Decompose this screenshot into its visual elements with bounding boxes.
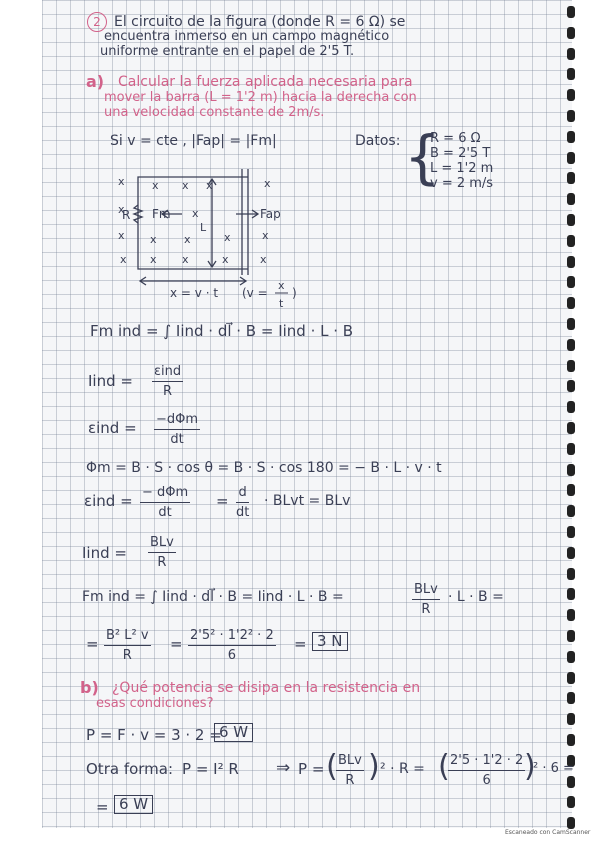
binding-hole <box>567 380 575 392</box>
binding-hole <box>567 443 575 455</box>
fap-label: Fap <box>260 207 281 221</box>
binding-hole <box>567 297 575 309</box>
part-a-label: a) <box>86 72 105 91</box>
cross-mark: x <box>182 253 189 266</box>
binding-hole <box>567 713 575 725</box>
part-a-question-2: mover la barra (L = 1'2 m) hacia la derecha con <box>104 90 417 105</box>
binding-hole <box>567 172 575 184</box>
eq-emf2-frac: − dΦm dt <box>142 485 189 520</box>
alt-eq: P = I² R <box>182 760 239 778</box>
eq-force2-rhs: · L · B = <box>448 589 504 605</box>
binding-hole <box>567 651 575 663</box>
binding-hole <box>567 630 575 642</box>
eq-emf2-deriv: d dt <box>236 485 250 520</box>
binding-hole <box>567 110 575 122</box>
dato-l: L = 1'2 m <box>430 161 494 176</box>
binding-hole <box>567 609 575 621</box>
part-a-question-3: una velocidad constante de 2m/s. <box>104 105 325 120</box>
alt-mid: ² · R = <box>380 761 425 777</box>
spiral-binding <box>567 0 575 828</box>
cross-mark: x <box>120 253 127 266</box>
alt-close-paren-2: ) <box>524 749 536 784</box>
binding-hole <box>567 48 575 60</box>
cross-mark: x <box>152 179 159 192</box>
part-b-label: b) <box>80 678 99 697</box>
eq-current2-frac: BLv R <box>150 535 174 570</box>
cross-mark: x <box>224 231 231 244</box>
result-force: 3 N <box>312 632 348 651</box>
part-b-question-2: esas condiciones? <box>96 696 214 711</box>
eq-force-induced: Fm ind = ∫ Iind · dl⃗ · B = Iind · L · B <box>90 322 354 340</box>
velocity-open: (v = <box>242 286 268 300</box>
resistor-label: R <box>122 208 131 222</box>
alt-end: ² · 6 = <box>533 761 574 776</box>
binding-hole <box>567 817 575 829</box>
binding-hole <box>567 193 575 205</box>
binding-hole <box>567 734 575 746</box>
eq-current-frac: εind R <box>154 364 182 399</box>
cross-mark: x <box>150 233 157 246</box>
statement-line-3: uniforme entrante en el papel de 2'5 T. <box>100 44 355 59</box>
displacement-label: x = v · t <box>170 286 219 300</box>
eq-emf-lhs: εind = <box>88 419 137 437</box>
circuit-figure <box>100 165 330 310</box>
binding-hole <box>567 547 575 559</box>
binding-hole <box>567 6 575 18</box>
datos-label: Datos: <box>355 133 401 149</box>
cross-mark: x <box>192 207 199 220</box>
eq-emf2-lhs: εind = <box>84 492 133 510</box>
velocity-den: t <box>279 297 284 310</box>
cross-mark: x <box>118 175 125 188</box>
binding-hole <box>567 89 575 101</box>
implies-arrow: ⇒ <box>276 758 291 778</box>
eq-flux: Φm = B · S · cos θ = B · S · cos 180 = − B · L · v · t <box>86 460 442 476</box>
cross-mark: x <box>118 203 125 216</box>
eq-power: P = F · v = 3 · 2 = <box>86 726 222 744</box>
alt-open-paren: ( <box>326 749 338 784</box>
alt-frac: BLv R <box>338 753 362 788</box>
binding-hole <box>567 568 575 580</box>
binding-hole <box>567 505 575 517</box>
binding-hole <box>567 692 575 704</box>
dato-v: v = 2 m/s <box>430 176 494 191</box>
eq-force3-frac: B² L² v R <box>106 628 149 663</box>
dato-b: B = 2'5 T <box>430 146 491 161</box>
alt-p: P = <box>298 760 325 778</box>
eq-current2-lhs: Iind = <box>82 544 127 562</box>
binding-hole <box>567 68 575 80</box>
binding-hole <box>567 235 575 247</box>
velocity-close: ) <box>292 286 297 300</box>
eq-force3-equals2: = <box>294 635 307 653</box>
binding-hole <box>567 256 575 268</box>
dato-r: R = 6 Ω <box>430 131 481 146</box>
problem-number: 2 <box>87 12 107 32</box>
velocity-num: x <box>278 279 285 292</box>
alt-close-paren: ) <box>368 749 380 784</box>
alt-open-paren-2: ( <box>438 749 450 784</box>
binding-hole <box>567 484 575 496</box>
cross-mark: x <box>118 229 125 242</box>
statement-line-1: El circuito de la figura (donde R = 6 Ω) se <box>114 14 406 30</box>
binding-hole <box>567 276 575 288</box>
part-a-question-1: Calcular la fuerza aplicada necesaria para <box>118 74 413 90</box>
eq-force3-numeric: 2'5² · 1'2² · 2 6 <box>190 628 274 663</box>
cross-mark: x <box>182 179 189 192</box>
statement-line-2: encuentra inmerso en un campo magnético <box>104 29 390 44</box>
binding-hole <box>567 152 575 164</box>
binding-hole <box>567 318 575 330</box>
cross-mark: x <box>150 253 157 266</box>
binding-hole <box>567 360 575 372</box>
datos-brace: { <box>404 123 441 191</box>
cross-mark: x <box>222 253 229 266</box>
eq-emf2-equals: = <box>216 492 229 510</box>
length-label: L <box>200 221 207 234</box>
alt-eq-start: = <box>96 798 109 816</box>
cross-mark: x <box>260 253 267 266</box>
eq-emf-frac: −dΦm dt <box>156 412 199 447</box>
binding-hole <box>567 526 575 538</box>
cross-mark: x <box>206 179 213 192</box>
eq-force3-start: = <box>86 635 99 653</box>
binding-hole <box>567 796 575 808</box>
binding-hole <box>567 464 575 476</box>
binding-hole <box>567 339 575 351</box>
eq-emf2-rhs: · BLvt = BLv <box>264 493 351 509</box>
binding-hole <box>567 27 575 39</box>
binding-hole <box>567 214 575 226</box>
result-power-2: 6 W <box>114 795 153 814</box>
scanner-watermark: Escaneado con CamScanner <box>505 829 591 836</box>
eq-force2-lhs: Fm ind = ∫ Iind · dl⃗ · B = Iind · L · B = <box>82 589 344 605</box>
binding-hole <box>567 672 575 684</box>
eq-current-lhs: Iind = <box>88 372 133 390</box>
cross-mark: x <box>262 229 269 242</box>
alt-label: Otra forma: <box>86 760 174 778</box>
fm-label: Fm <box>152 207 171 221</box>
cross-mark: x <box>264 177 271 190</box>
binding-hole <box>567 401 575 413</box>
binding-hole <box>567 131 575 143</box>
cross-mark: x <box>184 233 191 246</box>
eq-force2-frac: BLv R <box>414 582 438 617</box>
binding-hole <box>567 776 575 788</box>
binding-hole <box>567 588 575 600</box>
binding-hole <box>567 422 575 434</box>
result-power-1: 6 W <box>214 723 253 742</box>
condition: Si v = cte , |Fap| = |Fm| <box>110 133 277 149</box>
alt-frac-numeric: 2'5 · 1'2 · 2 6 <box>450 753 524 788</box>
eq-force3-equals: = <box>170 635 183 653</box>
part-b-question-1: ¿Qué potencia se disipa en la resistencia en <box>112 680 421 696</box>
